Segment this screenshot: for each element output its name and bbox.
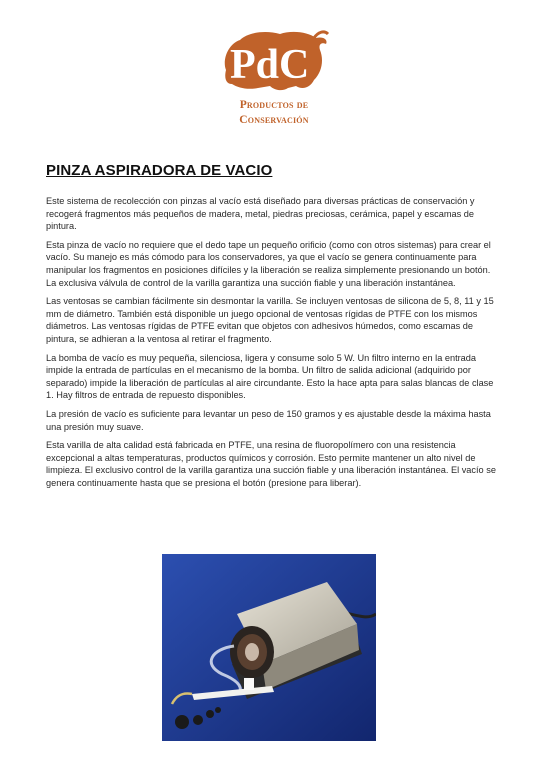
product-photo	[162, 554, 376, 741]
vacuum-pump-illustration	[162, 554, 376, 741]
body-text	[46, 195, 501, 495]
logo-wordmark	[214, 98, 334, 128]
paragraph-6: Esta varilla de alta calidad está fabricada en PTFE, una resina de fluoropolímero con una resistencia excepcional a altas temperaturas, productos químicos y corrosión. Esto permite mantener un alto nivel de limpieza. El exclusivo control de la varilla garantiza una succión fiable y una liberación instantánea. El vacío se genera continuamente hasta que se presiona el botón (presione para liberar).	[46, 440, 496, 488]
logo-line-1: Productos de	[239, 99, 309, 111]
paragraph-2: Esta pinza de vacío no requiere que el dedo tape un pequeño orificio (como con otros sistemas) para crear el vacío. Su manejo es más cómodo para los conservadores, ya que el vacío se genera continuamente para manipular los fragmentos en posiciones difíciles y la liberación se realiza simplemente presionando un botón. La exclusiva válvula de control de la varilla garantiza una succión fiable y una liberación instantánea.	[46, 239, 491, 288]
paragraph-4: La bomba de vacío es muy pequeña, silenciosa, ligera y consume solo 5 W. Un filtro interno en la entrada impide la entrada de partículas en el mecanismo de la bomba. Un filtro de salida adicional (adquirido por separado) impide la liberación de partículas al aire circundante. Esto la hace apta para salas blancas de clase 1. Hay filtros de entrada de repuesto disponibles.	[46, 352, 494, 401]
paragraph-5: La presión de vacío es suficiente para levantar un peso de 150 gramos y es ajustable desde la máxima hasta una presión muy suave.	[46, 408, 491, 432]
bison-logo-icon	[218, 30, 330, 92]
page-title: PINZA ASPIRADORA DE VACIO	[46, 162, 273, 179]
paragraph-1: Este sistema de recolección con pinzas al vacío está diseñado para diversas prácticas de conservación y recogerá fragmentos más pequeños de madera, metal, piedras preciosas, cerámica, papel y escamas de pintura.	[46, 196, 475, 232]
logo-mark-letters: PdC	[230, 42, 310, 88]
logo-line-2: Conservación	[239, 114, 309, 126]
brand-logo	[214, 30, 334, 135]
paragraph-3: Las ventosas se cambian fácilmente sin desmontar la varilla. Se incluyen ventosas de silicona de 5, 8, 11 y 15 mm de diámetro. También está disponible un juego opcional de ventosas rígidas de PTFE con los mismos diámetros. Las ventosas rígidas de PTFE evitan que objetos con adhesivos húmedos, como escamas de pintura, se adhieran a la ventosa al retirar el fragmento.	[46, 296, 494, 344]
